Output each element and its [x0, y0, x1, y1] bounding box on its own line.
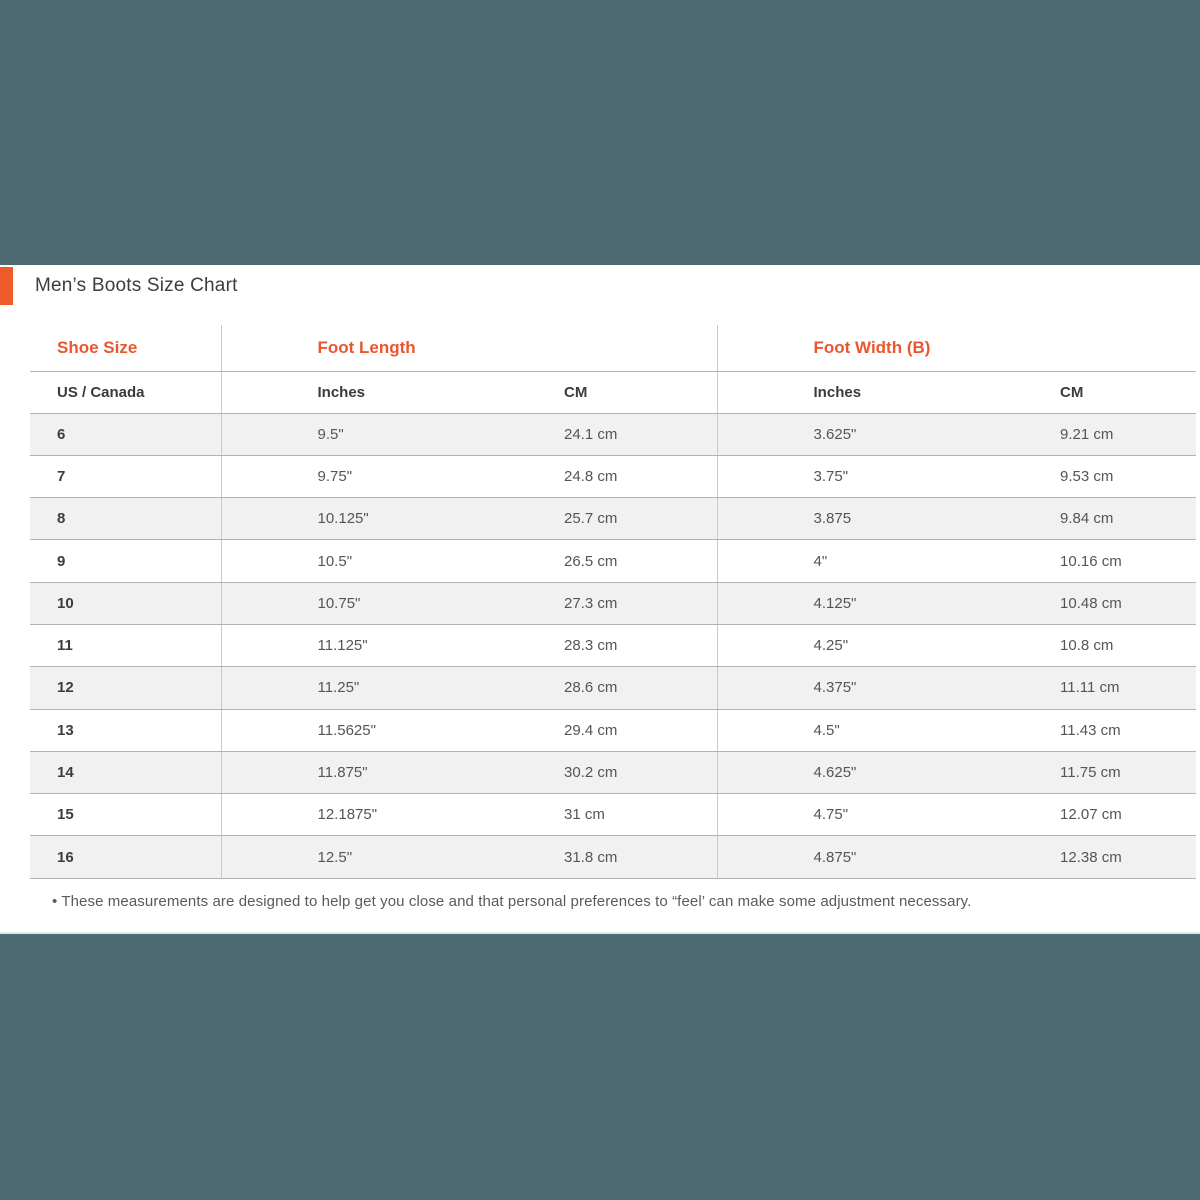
- cell-length-inches: 10.125": [221, 498, 468, 540]
- cell-length-inches: 11.875": [221, 751, 468, 793]
- table-row: [30, 540, 1196, 582]
- group-header-foot-length: Foot Length: [221, 325, 717, 371]
- table-row: [30, 667, 1196, 709]
- table-row: [30, 455, 1196, 497]
- cell-width-cm: 11.11 cm: [964, 667, 1196, 709]
- page-title: Men’s Boots Size Chart: [35, 275, 238, 296]
- cell-length-cm: 29.4 cm: [468, 709, 717, 751]
- cell-width-cm: 10.16 cm: [964, 540, 1196, 582]
- cell-length-cm: 28.6 cm: [468, 667, 717, 709]
- cell-size: 7: [30, 455, 221, 497]
- cell-width-inches: 4.375": [717, 667, 964, 709]
- sub-header-length-inches: Inches: [221, 371, 468, 413]
- cell-length-inches: 10.5": [221, 540, 468, 582]
- cell-length-cm: 27.3 cm: [468, 582, 717, 624]
- cell-size: 12: [30, 667, 221, 709]
- sub-header-us-canada: US / Canada: [30, 371, 221, 413]
- cell-length-cm: 31.8 cm: [468, 836, 717, 878]
- cell-size: 8: [30, 498, 221, 540]
- cell-width-inches: 4.875": [717, 836, 964, 878]
- cell-size: 13: [30, 709, 221, 751]
- orange-accent-bar: [0, 267, 13, 305]
- cell-length-cm: 30.2 cm: [468, 751, 717, 793]
- table-row: [30, 413, 1196, 455]
- cell-width-cm: 11.43 cm: [964, 709, 1196, 751]
- sub-header-row: [30, 371, 1196, 413]
- cell-width-inches: 4.25": [717, 624, 964, 666]
- cell-size: 6: [30, 413, 221, 455]
- cell-size: 16: [30, 836, 221, 878]
- table-row: [30, 709, 1196, 751]
- cell-length-cm: 26.5 cm: [468, 540, 717, 582]
- table-row: [30, 498, 1196, 540]
- cell-length-inches: 10.75": [221, 582, 468, 624]
- table-row: [30, 794, 1196, 836]
- sub-header-length-cm: CM: [468, 371, 717, 413]
- cell-length-cm: 28.3 cm: [468, 624, 717, 666]
- size-chart-table: [30, 325, 1196, 879]
- cell-length-inches: 9.75": [221, 455, 468, 497]
- footnote: • These measurements are designed to help get you close and that personal preferences to “feel’ can make some adjustment necessary.: [52, 893, 972, 910]
- group-header-row: [30, 325, 1196, 371]
- cell-length-inches: 12.5": [221, 836, 468, 878]
- cell-length-inches: 12.1875": [221, 794, 468, 836]
- table-row: [30, 751, 1196, 793]
- cell-length-cm: 31 cm: [468, 794, 717, 836]
- cell-width-cm: 9.21 cm: [964, 413, 1196, 455]
- cell-width-inches: 4.75": [717, 794, 964, 836]
- cell-width-inches: 3.75": [717, 455, 964, 497]
- cell-size: 9: [30, 540, 221, 582]
- cell-width-inches: 3.625": [717, 413, 964, 455]
- cell-width-inches: 4.625": [717, 751, 964, 793]
- table-body: [30, 413, 1196, 878]
- cell-width-cm: 11.75 cm: [964, 751, 1196, 793]
- cell-size: 14: [30, 751, 221, 793]
- cell-size: 11: [30, 624, 221, 666]
- cell-length-inches: 9.5": [221, 413, 468, 455]
- cell-width-cm: 10.48 cm: [964, 582, 1196, 624]
- cell-width-inches: 4.5": [717, 709, 964, 751]
- cell-length-inches: 11.25": [221, 667, 468, 709]
- cell-size: 15: [30, 794, 221, 836]
- sub-header-width-inches: Inches: [717, 371, 964, 413]
- cell-width-inches: 4": [717, 540, 964, 582]
- cell-width-cm: 12.07 cm: [964, 794, 1196, 836]
- table-row: [30, 582, 1196, 624]
- cell-width-inches: 4.125": [717, 582, 964, 624]
- cell-width-inches: 3.875: [717, 498, 964, 540]
- cell-length-inches: 11.5625": [221, 709, 468, 751]
- cell-size: 10: [30, 582, 221, 624]
- cell-length-inches: 11.125": [221, 624, 468, 666]
- cell-width-cm: 9.53 cm: [964, 455, 1196, 497]
- group-header-foot-width: Foot Width (B): [717, 325, 1196, 371]
- cell-length-cm: 25.7 cm: [468, 498, 717, 540]
- sub-header-width-cm: CM: [964, 371, 1196, 413]
- group-header-shoe-size: Shoe Size: [30, 325, 221, 371]
- size-chart-panel: [0, 265, 1200, 934]
- table-row: [30, 624, 1196, 666]
- table-row: [30, 836, 1196, 878]
- cell-width-cm: 9.84 cm: [964, 498, 1196, 540]
- cell-width-cm: 12.38 cm: [964, 836, 1196, 878]
- cell-width-cm: 10.8 cm: [964, 624, 1196, 666]
- cell-length-cm: 24.8 cm: [468, 455, 717, 497]
- cell-length-cm: 24.1 cm: [468, 413, 717, 455]
